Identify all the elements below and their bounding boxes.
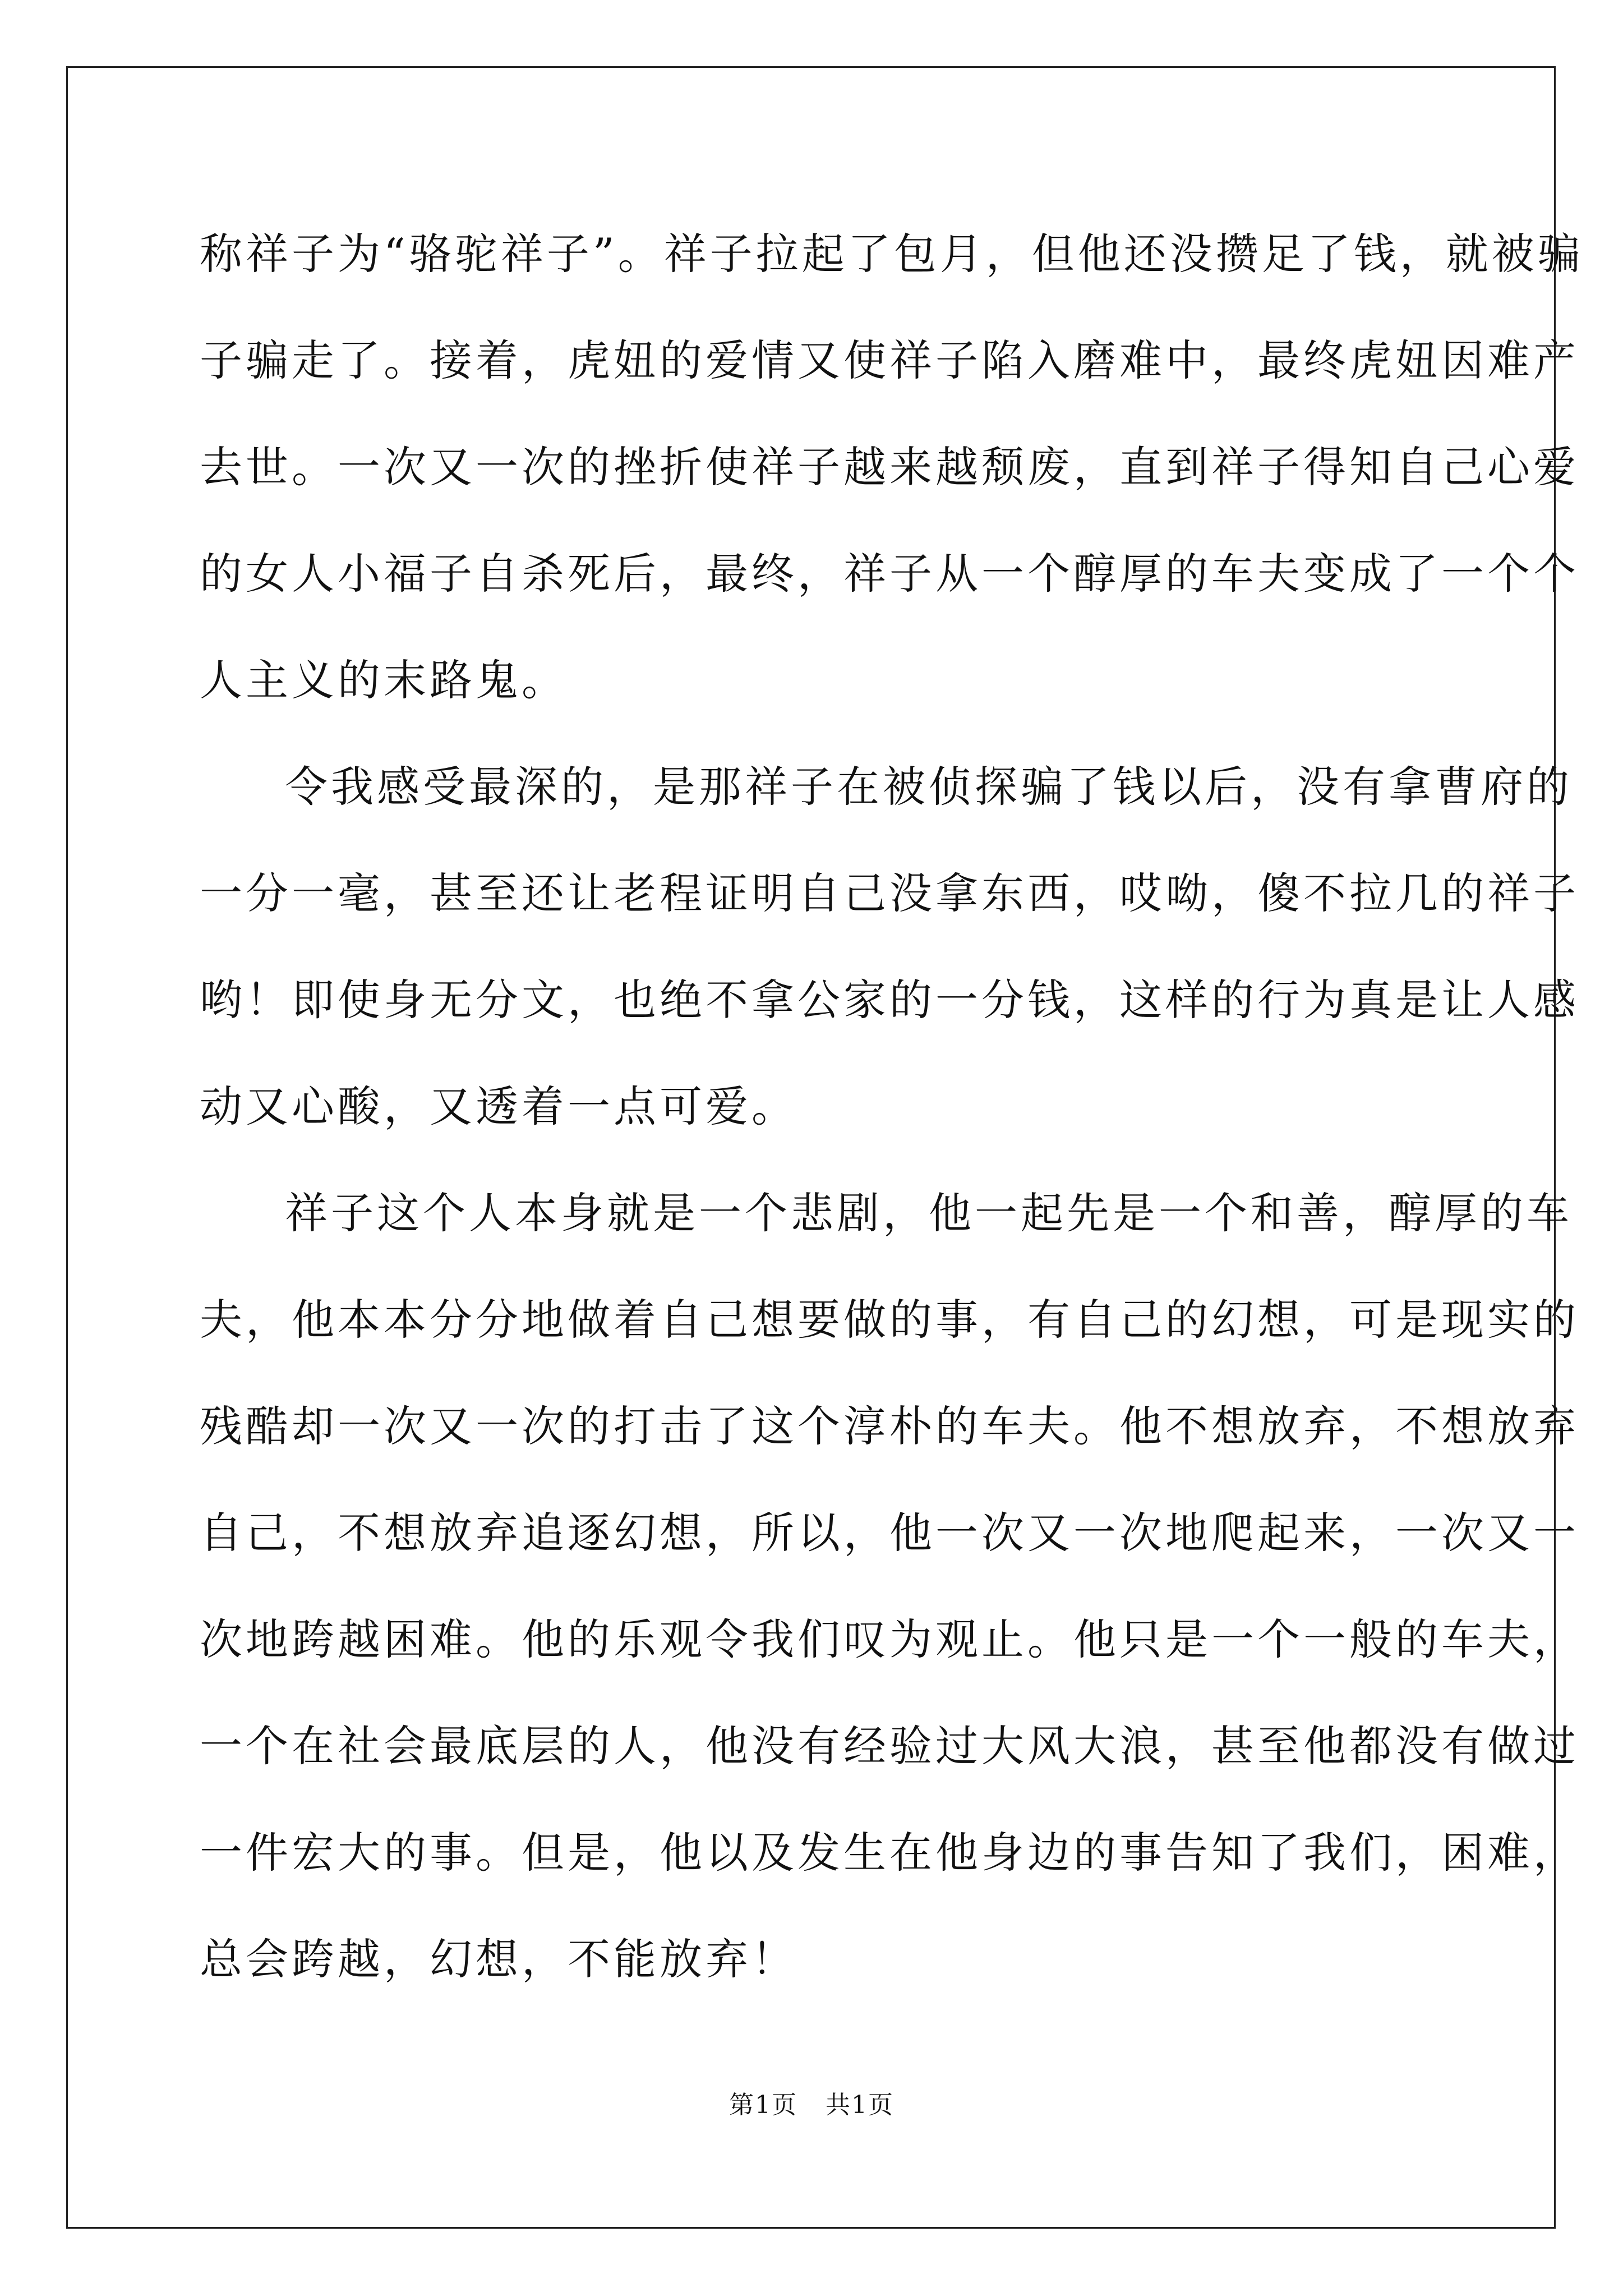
text-line: 一件宏大的事。但是，他以及发生在他身边的事告知了我们，困难， xyxy=(200,1828,1579,1878)
page-number: 第1页 xyxy=(729,2091,797,2119)
text-line: 次地跨越困难。他的乐观令我们叹为观止。他只是一个一般的车夫， xyxy=(200,1614,1579,1664)
text-line: 一分一毫，甚至还让老程证明自己没拿东西，哎呦，傻不拉几的祥子 xyxy=(200,868,1579,918)
body-text xyxy=(200,201,1584,2013)
page-footer xyxy=(0,2085,1623,2120)
text-line: 总会跨越，幻想，不能放弃！ xyxy=(200,1934,797,1984)
text-line: 的女人小福子自杀死后，最终，祥子从一个醇厚的车夫变成了一个个 xyxy=(200,549,1579,599)
text-line: 残酷却一次又一次的打击了这个淳朴的车夫。他不想放弃，不想放弃 xyxy=(200,1401,1579,1451)
text-line: 去世。一次又一次的挫折使祥子越来越颓废，直到祥子得知自己心爱 xyxy=(200,442,1579,492)
paragraph-first-line: 祥子这个人本身就是一个悲剧，他一起先是一个和善，醇厚的车 xyxy=(285,1188,1573,1238)
text-line: 人主义的末路鬼。 xyxy=(200,655,568,705)
text-line: 哟！即使身无分文，也绝不拿公家的一分钱，这样的行为真是让人感 xyxy=(200,975,1579,1025)
text-line: 动又心酸，又透着一点可爱。 xyxy=(200,1082,797,1131)
text-line: 夫，他本本分分地做着自己想要做的事，有自己的幻想，可是现实的 xyxy=(200,1295,1579,1345)
page-total: 共1页 xyxy=(826,2091,894,2119)
text-line: 一个在社会最底层的人，他没有经验过大风大浪，甚至他都没有做过 xyxy=(200,1721,1579,1771)
paragraph-first-line: 令我感受最深的，是那祥子在被侦探骗了钱以后，没有拿曹府的 xyxy=(285,762,1573,812)
text-line: 子骗走了。接着，虎妞的爱情又使祥子陷入磨难中，最终虎妞因难产 xyxy=(200,335,1579,385)
text-line: 称祥子为“骆驼祥子”。祥子拉起了包月，但他还没攒足了钱，就被骗 xyxy=(200,229,1584,279)
text-line: 自己，不想放弃追逐幻想，所以，他一次又一次地爬起来，一次又一 xyxy=(200,1508,1579,1558)
